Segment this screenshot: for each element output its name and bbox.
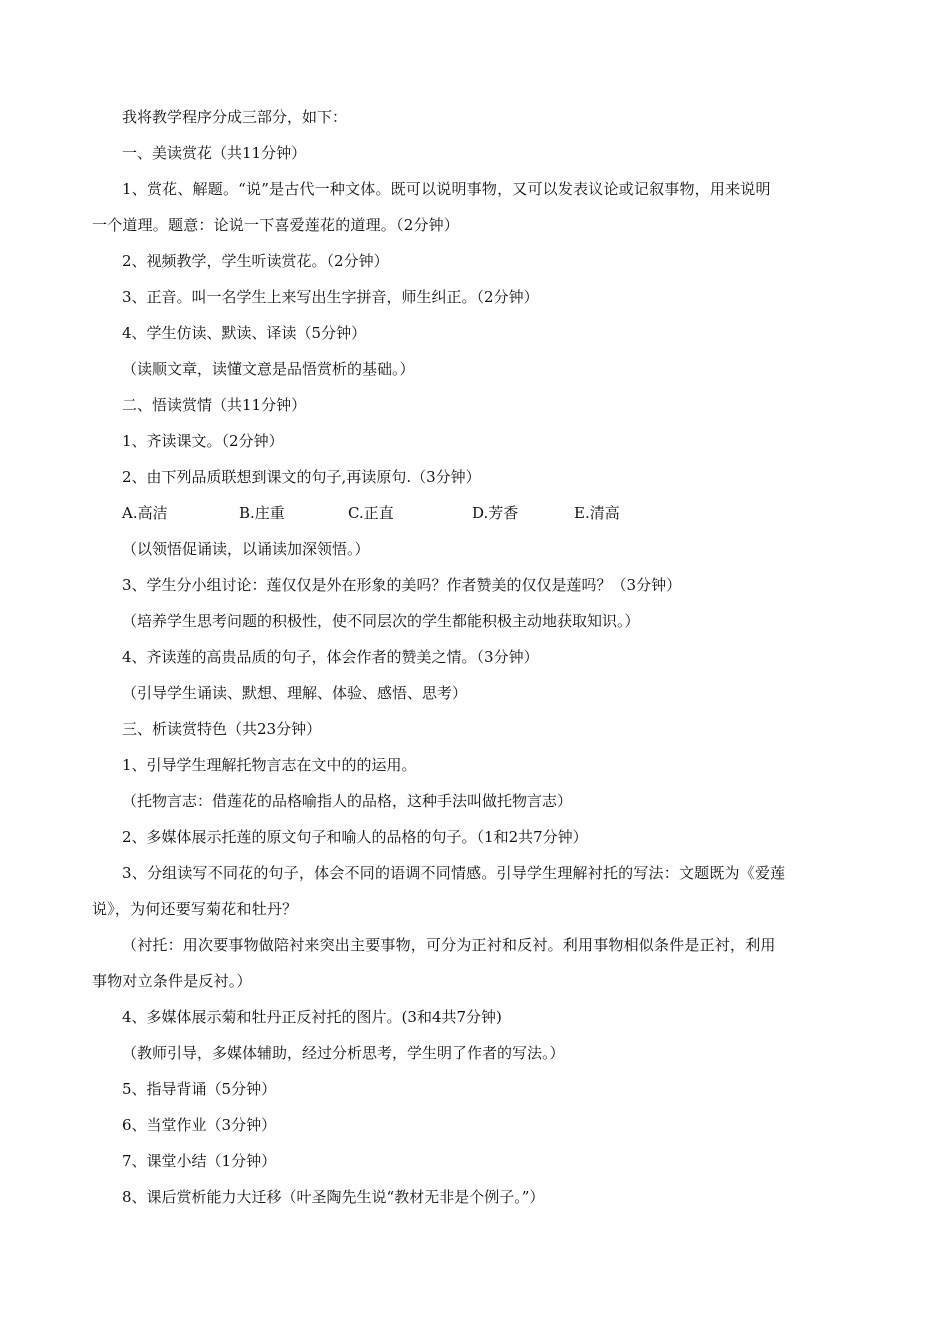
paragraph-3-7: 7、课堂小结（1分钟） xyxy=(122,1152,277,1170)
option-b: B.庄重 xyxy=(239,504,285,522)
paragraph-2-4: 4、齐读莲的高贵品质的句子，体会作者的赞美之情。（3分钟） xyxy=(122,648,539,666)
paragraph-3-2: 2、多媒体展示托莲的原文句子和喻人的品格的句子。（1和2共7分钟） xyxy=(122,828,588,846)
paragraph-2-2: 2、由下列品质联想到课文的句子,再读原句.（3分钟） xyxy=(122,468,481,486)
paragraph-3-4: 4、多媒体展示菊和牡丹正反衬托的图片。(3和4共7分钟) xyxy=(122,1008,502,1026)
paragraph-3-3 xyxy=(92,855,862,927)
paragraph-1-2: 2、视频教学，学生听读赏花。（2分钟） xyxy=(122,252,389,270)
paragraph-line: 说》，为何还要写菊花和牡丹？ xyxy=(92,900,298,918)
paragraph-line: 一个道理。题意：论说一下喜爱莲花的道理。（2分钟） xyxy=(92,216,460,234)
option-d: D.芳香 xyxy=(472,504,519,522)
paragraph-3-1: 1、引导学生理解托物言志在文中的的运用。 xyxy=(122,756,417,774)
paragraph-line: （衬托：用次要事物做陪衬来突出主要事物，可分为正衬和反衬。利用事物相似条件是正衬，利用 xyxy=(122,936,776,954)
paragraph-3-5: 5、指导背诵（5分钟） xyxy=(122,1080,277,1098)
note-7: （教师引导，多媒体辅助，经过分析思考，学生明了作者的写法。） xyxy=(122,1044,565,1062)
paragraph-line: 3、分组读写不同花的句子，体会不同的语调不同情感。引导学生理解衬托的写法：文题既为《爱莲 xyxy=(122,864,786,882)
note-2: （以领悟促诵读，以诵读加深领悟。） xyxy=(122,540,370,558)
note-6 xyxy=(92,927,862,999)
section-heading-2: 二、悟读赏情（共11分钟） xyxy=(122,396,307,414)
section-heading-3: 三、析读赏特色（共23分钟） xyxy=(122,720,322,738)
note-1: （读顺文章，读懂文意是品悟赏析的基础。） xyxy=(122,360,415,378)
paragraph-1-4: 4、学生仿读、默读、译读（5分钟） xyxy=(122,324,367,342)
paragraph-2-1: 1、齐读课文。（2分钟） xyxy=(122,432,284,450)
paragraph-2-3: 3、学生分小组讨论：莲仅仅是外在形象的美吗？作者赞美的仅仅是莲吗？（3分钟） xyxy=(122,576,682,594)
note-4: （引导学生诵读、默想、理解、体验、感悟、思考） xyxy=(122,684,468,702)
section-heading-1: 一、美读赏花（共11分钟） xyxy=(122,144,307,162)
paragraph-3-6: 6、当堂作业（3分钟） xyxy=(122,1116,277,1134)
options-row xyxy=(92,495,862,531)
paragraph-1-1 xyxy=(92,171,862,243)
note-3: （培养学生思考问题的积极性，使不同层次的学生都能积极主动地获取知识。） xyxy=(122,612,640,630)
paragraph-line: 1、赏花、解题。“说”是古代一种文体。既可以说明事物，又可以发表议论或记叙事物，用来说明 xyxy=(122,180,771,198)
paragraph-line: 事物对立条件是反衬。） xyxy=(92,972,252,990)
paragraph-3-8: 8、课后赏析能力大迁移（叶圣陶先生说“教材无非是个例子。”） xyxy=(122,1188,545,1206)
note-5: （托物言志：借莲花的品格喻指人的品格，这种手法叫做托物言志） xyxy=(122,792,573,810)
intro-line: 我将教学程序分成三部分，如下： xyxy=(122,108,348,126)
option-c: C.正直 xyxy=(348,504,394,522)
option-e: E.清高 xyxy=(574,504,620,522)
document-body xyxy=(92,99,862,1215)
option-a: A.高洁 xyxy=(122,504,168,522)
paragraph-1-3: 3、正音。叫一名学生上来写出生字拼音，师生纠正。（2分钟） xyxy=(122,288,539,306)
